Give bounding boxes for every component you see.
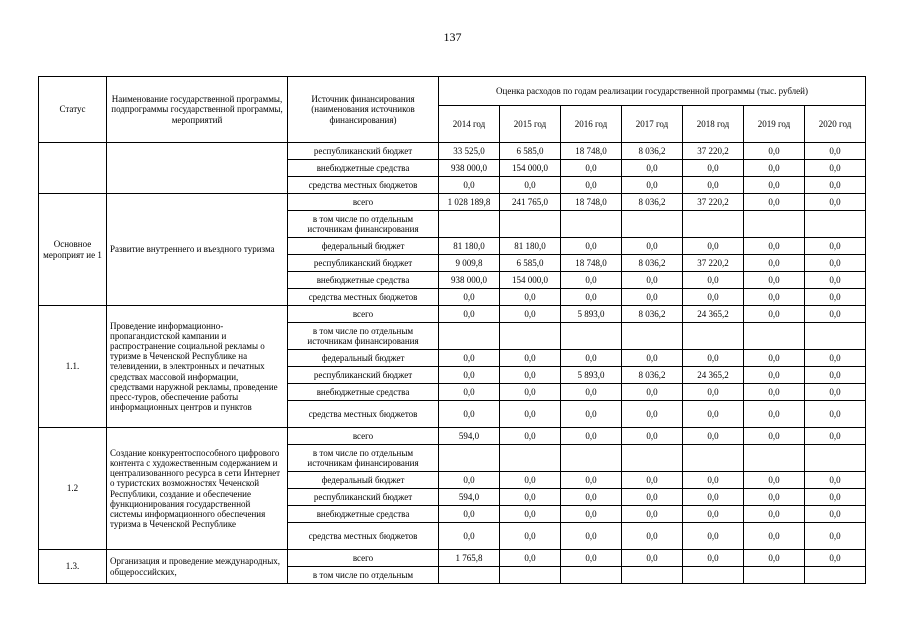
row-year-value bbox=[622, 445, 683, 472]
row-year-value: 0,0 bbox=[622, 428, 683, 445]
row-year-value: 0,0 bbox=[805, 143, 866, 160]
row-year-value: 0,0 bbox=[622, 401, 683, 428]
row-year-value: 0,0 bbox=[744, 238, 805, 255]
row-year-value: 0,0 bbox=[805, 194, 866, 211]
row-funding-source: внебюджетные средства bbox=[288, 272, 439, 289]
row-year-value bbox=[622, 323, 683, 350]
budget-table bbox=[38, 76, 866, 584]
row-year-value: 0,0 bbox=[561, 489, 622, 506]
row-year-value: 0,0 bbox=[744, 489, 805, 506]
row-year-value: 0,0 bbox=[744, 255, 805, 272]
row-year-value: 0,0 bbox=[500, 550, 561, 567]
row-year-value bbox=[744, 567, 805, 584]
row-year-value: 0,0 bbox=[805, 428, 866, 445]
row-year-value: 0,0 bbox=[622, 350, 683, 367]
row-status: 1.3. bbox=[39, 550, 107, 584]
row-status bbox=[39, 143, 107, 194]
row-year-value bbox=[439, 445, 500, 472]
row-year-value: 0,0 bbox=[561, 401, 622, 428]
row-year-value: 0,0 bbox=[500, 428, 561, 445]
row-year-value: 0,0 bbox=[683, 489, 744, 506]
row-year-value: 5 893,0 bbox=[561, 306, 622, 323]
row-year-value bbox=[500, 211, 561, 238]
row-year-value: 0,0 bbox=[744, 177, 805, 194]
row-funding-source: федеральный бюджет bbox=[288, 472, 439, 489]
row-year-value: 0,0 bbox=[805, 289, 866, 306]
row-year-value: 0,0 bbox=[805, 472, 866, 489]
header-year: 2020 год bbox=[805, 106, 866, 143]
header-year: 2017 год bbox=[622, 106, 683, 143]
row-year-value bbox=[439, 323, 500, 350]
row-year-value: 0,0 bbox=[683, 472, 744, 489]
row-year-value bbox=[561, 567, 622, 584]
row-year-value bbox=[500, 445, 561, 472]
row-year-value: 8 036,2 bbox=[622, 255, 683, 272]
row-year-value: 0,0 bbox=[622, 384, 683, 401]
row-year-value: 0,0 bbox=[561, 160, 622, 177]
row-year-value: 0,0 bbox=[439, 506, 500, 523]
row-year-value: 1 765,8 bbox=[439, 550, 500, 567]
row-funding-source: средства местных бюджетов bbox=[288, 177, 439, 194]
row-year-value: 0,0 bbox=[744, 143, 805, 160]
header-year: 2019 год bbox=[744, 106, 805, 143]
row-funding-source: внебюджетные средства bbox=[288, 506, 439, 523]
row-year-value: 0,0 bbox=[500, 350, 561, 367]
row-year-value: 0,0 bbox=[744, 350, 805, 367]
row-year-value: 0,0 bbox=[561, 384, 622, 401]
row-year-value: 37 220,2 bbox=[683, 143, 744, 160]
row-year-value: 0,0 bbox=[439, 350, 500, 367]
row-funding-source: республиканский бюджет bbox=[288, 367, 439, 384]
row-year-value: 0,0 bbox=[805, 272, 866, 289]
row-year-value: 33 525,0 bbox=[439, 143, 500, 160]
row-year-value bbox=[683, 445, 744, 472]
row-year-value: 0,0 bbox=[805, 550, 866, 567]
row-year-value: 0,0 bbox=[805, 255, 866, 272]
row-year-value: 0,0 bbox=[683, 177, 744, 194]
row-funding-source: в том числе по отдельным bbox=[288, 567, 439, 584]
row-year-value: 594,0 bbox=[439, 489, 500, 506]
row-year-value bbox=[683, 211, 744, 238]
row-year-value bbox=[500, 567, 561, 584]
header-name: Наименование государственной программы, подпрограммы государственной программы, мероприятий bbox=[107, 77, 288, 143]
header-year: 2014 год bbox=[439, 106, 500, 143]
row-year-value: 0,0 bbox=[805, 523, 866, 550]
row-funding-source: всего bbox=[288, 428, 439, 445]
row-funding-source: средства местных бюджетов bbox=[288, 401, 439, 428]
row-activity-name: Проведение информационно-пропагандистской кампании и распространение социальной рекламы о туризме в Чеченской Республике на телевидении, в электронных и печатных средствах массовой информации, средствами наружной рекламы, проведение пресс-туров, обеспечение работы информационных центров и пунктов bbox=[107, 306, 288, 428]
row-year-value: 0,0 bbox=[622, 289, 683, 306]
row-year-value bbox=[683, 567, 744, 584]
row-year-value bbox=[805, 445, 866, 472]
row-year-value: 8 036,2 bbox=[622, 306, 683, 323]
row-year-value: 0,0 bbox=[805, 177, 866, 194]
row-year-value: 0,0 bbox=[439, 177, 500, 194]
row-funding-source: средства местных бюджетов bbox=[288, 523, 439, 550]
page-number: 137 bbox=[443, 30, 462, 44]
row-year-value: 154 000,0 bbox=[500, 272, 561, 289]
row-year-value: 0,0 bbox=[561, 238, 622, 255]
row-year-value: 0,0 bbox=[805, 506, 866, 523]
row-year-value: 0,0 bbox=[744, 160, 805, 177]
row-funding-source: внебюджетные средства bbox=[288, 384, 439, 401]
row-year-value: 0,0 bbox=[805, 350, 866, 367]
row-year-value: 1 028 189,8 bbox=[439, 194, 500, 211]
table-row bbox=[39, 428, 866, 445]
row-year-value: 0,0 bbox=[561, 428, 622, 445]
row-funding-source: в том числе по отдельным источникам финансирования bbox=[288, 323, 439, 350]
row-year-value: 0,0 bbox=[439, 472, 500, 489]
row-year-value: 0,0 bbox=[439, 401, 500, 428]
row-activity-name: Организация и проведение международных, общероссийских, bbox=[107, 550, 288, 584]
row-year-value: 0,0 bbox=[683, 350, 744, 367]
header-estimate: Оценка расходов по годам реализации государственной программы (тыс. рублей) bbox=[439, 77, 866, 106]
row-year-value: 241 765,0 bbox=[500, 194, 561, 211]
row-year-value: 9 009,8 bbox=[439, 255, 500, 272]
row-funding-source: внебюджетные средства bbox=[288, 160, 439, 177]
row-year-value bbox=[744, 211, 805, 238]
row-year-value: 0,0 bbox=[622, 238, 683, 255]
row-year-value: 0,0 bbox=[805, 367, 866, 384]
row-status: 1.2 bbox=[39, 428, 107, 550]
row-year-value bbox=[805, 211, 866, 238]
row-year-value bbox=[439, 211, 500, 238]
row-year-value: 0,0 bbox=[439, 523, 500, 550]
row-year-value: 8 036,2 bbox=[622, 194, 683, 211]
row-year-value: 0,0 bbox=[744, 367, 805, 384]
row-year-value: 0,0 bbox=[683, 160, 744, 177]
row-year-value: 154 000,0 bbox=[500, 160, 561, 177]
row-year-value: 0,0 bbox=[622, 550, 683, 567]
row-year-value: 0,0 bbox=[744, 506, 805, 523]
row-year-value: 0,0 bbox=[439, 367, 500, 384]
table-header bbox=[39, 77, 866, 143]
row-year-value: 0,0 bbox=[622, 489, 683, 506]
row-year-value: 0,0 bbox=[500, 401, 561, 428]
header-status: Статус bbox=[39, 77, 107, 143]
row-year-value: 24 365,2 bbox=[683, 367, 744, 384]
header-year: 2016 год bbox=[561, 106, 622, 143]
row-year-value: 81 180,0 bbox=[439, 238, 500, 255]
header-year: 2015 год bbox=[500, 106, 561, 143]
row-year-value bbox=[683, 323, 744, 350]
row-year-value: 0,0 bbox=[683, 506, 744, 523]
row-funding-source: федеральный бюджет bbox=[288, 238, 439, 255]
row-year-value: 0,0 bbox=[500, 289, 561, 306]
header-source: Источник финансирования (наименования источников финансирования) bbox=[288, 77, 439, 143]
row-year-value: 18 748,0 bbox=[561, 194, 622, 211]
table-body bbox=[39, 143, 866, 584]
table-row bbox=[39, 306, 866, 323]
row-year-value: 6 585,0 bbox=[500, 255, 561, 272]
row-year-value: 0,0 bbox=[500, 523, 561, 550]
row-year-value: 0,0 bbox=[683, 550, 744, 567]
row-year-value: 5 893,0 bbox=[561, 367, 622, 384]
row-year-value: 6 585,0 bbox=[500, 143, 561, 160]
row-year-value: 0,0 bbox=[500, 367, 561, 384]
table-row bbox=[39, 143, 866, 160]
row-year-value: 0,0 bbox=[744, 384, 805, 401]
row-year-value: 18 748,0 bbox=[561, 143, 622, 160]
row-year-value bbox=[561, 445, 622, 472]
table-row bbox=[39, 194, 866, 211]
row-year-value: 0,0 bbox=[683, 384, 744, 401]
row-funding-source: всего bbox=[288, 194, 439, 211]
row-year-value: 24 365,2 bbox=[683, 306, 744, 323]
row-year-value: 0,0 bbox=[500, 177, 561, 194]
row-year-value: 0,0 bbox=[744, 428, 805, 445]
row-year-value bbox=[805, 323, 866, 350]
row-status: Основное мероприят ие 1 bbox=[39, 194, 107, 306]
row-year-value: 0,0 bbox=[744, 194, 805, 211]
row-funding-source: федеральный бюджет bbox=[288, 350, 439, 367]
row-funding-source: республиканский бюджет bbox=[288, 255, 439, 272]
row-year-value: 0,0 bbox=[439, 306, 500, 323]
row-year-value: 0,0 bbox=[805, 489, 866, 506]
row-year-value bbox=[439, 567, 500, 584]
row-year-value: 0,0 bbox=[622, 160, 683, 177]
row-year-value: 938 000,0 bbox=[439, 272, 500, 289]
row-year-value bbox=[561, 323, 622, 350]
row-year-value: 0,0 bbox=[683, 238, 744, 255]
row-year-value: 0,0 bbox=[744, 472, 805, 489]
row-year-value: 0,0 bbox=[500, 506, 561, 523]
row-year-value: 0,0 bbox=[622, 523, 683, 550]
row-year-value: 8 036,2 bbox=[622, 367, 683, 384]
row-year-value: 938 000,0 bbox=[439, 160, 500, 177]
header-year: 2018 год bbox=[683, 106, 744, 143]
row-year-value bbox=[500, 323, 561, 350]
row-status: 1.1. bbox=[39, 306, 107, 428]
row-year-value: 81 180,0 bbox=[500, 238, 561, 255]
row-year-value bbox=[744, 445, 805, 472]
row-year-value: 0,0 bbox=[683, 289, 744, 306]
row-funding-source: всего bbox=[288, 306, 439, 323]
row-year-value: 0,0 bbox=[622, 472, 683, 489]
row-year-value: 0,0 bbox=[683, 272, 744, 289]
row-year-value bbox=[622, 567, 683, 584]
row-year-value: 0,0 bbox=[805, 401, 866, 428]
row-year-value: 0,0 bbox=[744, 401, 805, 428]
row-activity-name bbox=[107, 143, 288, 194]
row-year-value: 8 036,2 bbox=[622, 143, 683, 160]
row-year-value: 0,0 bbox=[744, 289, 805, 306]
row-year-value: 0,0 bbox=[805, 238, 866, 255]
row-year-value: 0,0 bbox=[683, 428, 744, 445]
row-year-value: 37 220,2 bbox=[683, 194, 744, 211]
row-year-value: 0,0 bbox=[744, 550, 805, 567]
row-funding-source: республиканский бюджет bbox=[288, 489, 439, 506]
row-funding-source: всего bbox=[288, 550, 439, 567]
row-year-value: 0,0 bbox=[561, 550, 622, 567]
row-year-value bbox=[744, 323, 805, 350]
row-year-value bbox=[561, 211, 622, 238]
row-year-value: 0,0 bbox=[744, 306, 805, 323]
row-year-value: 0,0 bbox=[744, 272, 805, 289]
row-activity-name: Развитие внутреннего и въездного туризма bbox=[107, 194, 288, 306]
row-year-value: 0,0 bbox=[500, 306, 561, 323]
row-year-value: 0,0 bbox=[561, 177, 622, 194]
row-year-value: 0,0 bbox=[622, 177, 683, 194]
row-funding-source: в том числе по отдельным источникам финансирования bbox=[288, 211, 439, 238]
row-year-value: 0,0 bbox=[683, 401, 744, 428]
row-year-value: 0,0 bbox=[561, 506, 622, 523]
row-year-value: 0,0 bbox=[805, 160, 866, 177]
row-year-value: 0,0 bbox=[561, 523, 622, 550]
row-year-value: 0,0 bbox=[439, 289, 500, 306]
row-year-value: 0,0 bbox=[561, 272, 622, 289]
row-year-value: 0,0 bbox=[439, 384, 500, 401]
row-year-value: 37 220,2 bbox=[683, 255, 744, 272]
row-year-value: 0,0 bbox=[622, 506, 683, 523]
row-activity-name: Создание конкурентоспособного цифрового контента с художественным содержанием и централизованного ресурса в сети Интернет о туристских возможностях Чеченской Республики, создание и обеспечение функционирования государственной системы информационного обеспечения туризма в Чеченской Республике bbox=[107, 428, 288, 550]
row-funding-source: в том числе по отдельным источникам финансирования bbox=[288, 445, 439, 472]
row-year-value: 0,0 bbox=[500, 384, 561, 401]
row-funding-source: средства местных бюджетов bbox=[288, 289, 439, 306]
row-year-value bbox=[622, 211, 683, 238]
row-year-value: 0,0 bbox=[805, 306, 866, 323]
row-year-value: 594,0 bbox=[439, 428, 500, 445]
row-year-value bbox=[805, 567, 866, 584]
row-year-value: 0,0 bbox=[683, 523, 744, 550]
row-year-value: 0,0 bbox=[561, 472, 622, 489]
row-year-value: 0,0 bbox=[561, 289, 622, 306]
row-year-value: 0,0 bbox=[622, 272, 683, 289]
row-year-value: 0,0 bbox=[500, 472, 561, 489]
row-year-value: 0,0 bbox=[805, 384, 866, 401]
row-year-value: 0,0 bbox=[561, 350, 622, 367]
row-funding-source: республиканский бюджет bbox=[288, 143, 439, 160]
row-year-value: 0,0 bbox=[744, 523, 805, 550]
table-row bbox=[39, 550, 866, 567]
row-year-value: 18 748,0 bbox=[561, 255, 622, 272]
row-year-value: 0,0 bbox=[500, 489, 561, 506]
